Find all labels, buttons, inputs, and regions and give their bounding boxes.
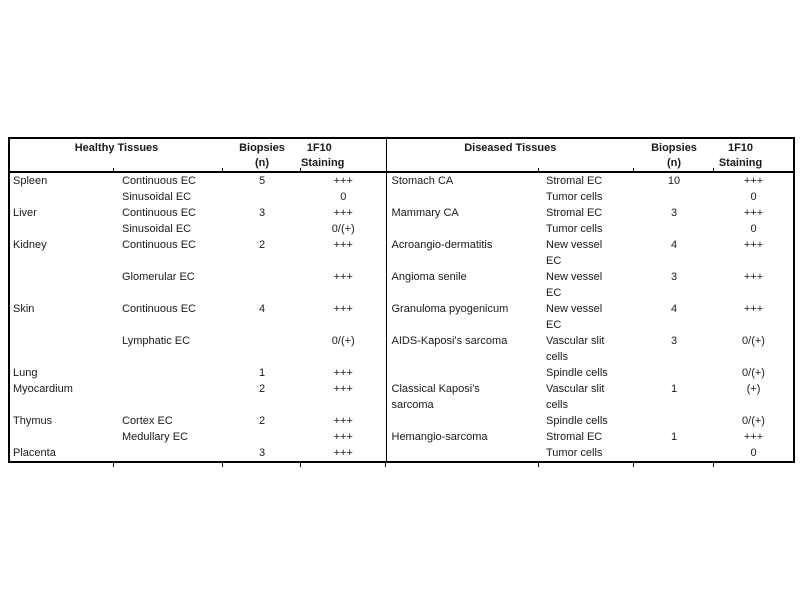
table-row bbox=[9, 445, 794, 462]
cell-diseased-staining: 0 bbox=[750, 191, 757, 203]
cell-diseased-tissue bbox=[386, 365, 539, 381]
cell-diseased-biopsies bbox=[634, 445, 714, 462]
cell-diseased-tissue: sarcoma bbox=[386, 397, 539, 413]
cell-healthy-biopsies: 3 bbox=[258, 207, 266, 219]
cell-diseased-cell-type: Spindle cells bbox=[546, 367, 608, 379]
cell-healthy-biopsies bbox=[223, 429, 301, 445]
cell-diseased-cell-type: cells bbox=[546, 351, 569, 363]
cell-healthy-biopsies bbox=[223, 349, 301, 365]
column-tick bbox=[713, 463, 714, 467]
cell-healthy-cell-type: Continuous EC bbox=[122, 239, 196, 251]
column-tick bbox=[113, 168, 114, 172]
cell-diseased-biopsies: 3 bbox=[670, 271, 678, 283]
cell-diseased-cell-type: Stromal EC bbox=[546, 207, 603, 219]
cell-diseased-cell-type: Spindle cells bbox=[546, 415, 608, 427]
cell-diseased-cell-type: Tumor cells bbox=[546, 223, 603, 235]
cell-diseased-biopsies: 1 bbox=[670, 383, 678, 395]
header-staining-left bbox=[301, 138, 386, 172]
staining-table-region bbox=[8, 137, 795, 463]
cell-diseased-staining: +++ bbox=[743, 431, 764, 443]
cell-healthy-staining bbox=[301, 285, 386, 301]
cell-healthy-cell-type: Continuous EC bbox=[122, 175, 196, 187]
cell-healthy-biopsies: 2 bbox=[258, 415, 266, 427]
cell-healthy-staining: 0/(+) bbox=[331, 335, 355, 347]
cell-healthy-tissue: Myocardium bbox=[13, 383, 73, 395]
cell-healthy-staining: +++ bbox=[333, 207, 353, 219]
cell-diseased-biopsies bbox=[634, 397, 714, 413]
cell-diseased-biopsies bbox=[634, 349, 714, 365]
cell-healthy-cell-type bbox=[114, 445, 223, 462]
cell-diseased-staining: +++ bbox=[743, 303, 764, 315]
column-tick bbox=[385, 463, 386, 467]
cell-healthy-staining: +++ bbox=[333, 175, 353, 187]
cell-healthy-cell-type bbox=[114, 365, 223, 381]
cell-diseased-cell-type: New vessel bbox=[546, 303, 603, 315]
cell-diseased-biopsies bbox=[634, 285, 714, 301]
column-tick bbox=[633, 168, 634, 172]
cell-healthy-staining: +++ bbox=[333, 271, 353, 283]
cell-diseased-staining bbox=[714, 285, 794, 301]
cell-diseased-cell-type: EC bbox=[546, 255, 562, 267]
cell-healthy-cell-type bbox=[114, 397, 223, 413]
table-row bbox=[9, 365, 794, 381]
table-row bbox=[9, 205, 794, 221]
cell-diseased-cell-type: New vessel bbox=[546, 239, 603, 251]
cell-healthy-biopsies: 4 bbox=[258, 303, 266, 315]
cell-diseased-cell-type: New vessel bbox=[546, 271, 603, 283]
header-diseased-tissues: Diseased Tissues bbox=[386, 138, 634, 172]
table-row bbox=[9, 301, 794, 317]
cell-diseased-biopsies: 4 bbox=[670, 303, 678, 315]
cell-diseased-tissue: AIDS-Kaposi's sarcoma bbox=[386, 333, 539, 349]
cell-diseased-tissue bbox=[386, 189, 539, 205]
column-tick bbox=[538, 168, 539, 172]
table-row bbox=[9, 189, 794, 205]
cell-diseased-cell-type: EC bbox=[546, 319, 562, 331]
cell-diseased-staining: (+) bbox=[746, 383, 761, 395]
cell-diseased-tissue: Classical Kaposi's bbox=[386, 381, 539, 397]
column-tick bbox=[633, 463, 634, 467]
cell-diseased-tissue: Acroangio-dermatitis bbox=[386, 237, 539, 253]
cell-diseased-biopsies: 3 bbox=[670, 207, 678, 219]
cell-healthy-biopsies bbox=[223, 269, 301, 285]
cell-diseased-staining: +++ bbox=[743, 271, 764, 283]
cell-healthy-biopsies bbox=[223, 397, 301, 413]
cell-diseased-tissue: Mammary CA bbox=[386, 205, 539, 221]
cell-healthy-cell-type: Glomerular EC bbox=[122, 271, 195, 283]
cell-healthy-tissue: Skin bbox=[13, 303, 35, 315]
cell-healthy-tissue bbox=[9, 221, 114, 237]
cell-diseased-tissue bbox=[386, 221, 539, 237]
cell-healthy-tissue bbox=[9, 253, 114, 269]
cell-diseased-biopsies bbox=[634, 413, 714, 429]
cell-diseased-cell-type: Stromal EC bbox=[546, 431, 603, 443]
cell-diseased-staining: +++ bbox=[743, 239, 764, 251]
cell-diseased-tissue: Stomach CA bbox=[386, 172, 539, 189]
cell-diseased-cell-type: Stromal EC bbox=[546, 175, 603, 187]
cell-diseased-staining: 0/(+) bbox=[742, 415, 765, 427]
header-biopsies-left-line1: Biopsies bbox=[239, 142, 285, 154]
cell-diseased-staining: +++ bbox=[743, 207, 764, 219]
cell-healthy-cell-type: Lymphatic EC bbox=[122, 335, 191, 347]
table-row bbox=[9, 429, 794, 445]
cell-diseased-cell-type: Vascular slit bbox=[546, 335, 605, 347]
cell-diseased-tissue bbox=[386, 349, 539, 365]
cell-diseased-biopsies: 10 bbox=[667, 175, 681, 187]
table-row bbox=[9, 397, 794, 413]
cell-healthy-cell-type: Medullary EC bbox=[122, 431, 189, 443]
column-tick bbox=[113, 463, 114, 467]
cell-healthy-staining: 0/(+) bbox=[331, 223, 355, 235]
table-row bbox=[9, 253, 794, 269]
cell-diseased-staining: 0/(+) bbox=[742, 367, 765, 379]
cell-healthy-staining bbox=[301, 397, 386, 413]
cell-diseased-tissue: Angioma senile bbox=[386, 269, 539, 285]
cell-diseased-cell-type: Tumor cells bbox=[546, 447, 603, 459]
cell-healthy-biopsies bbox=[223, 253, 301, 269]
cell-healthy-biopsies bbox=[223, 317, 301, 333]
cell-healthy-cell-type bbox=[114, 381, 223, 397]
table-row bbox=[9, 269, 794, 285]
cell-healthy-staining bbox=[301, 253, 386, 269]
cell-healthy-cell-type: Cortex EC bbox=[122, 415, 173, 427]
table-row bbox=[9, 237, 794, 253]
cell-diseased-staining: +++ bbox=[743, 175, 764, 187]
staining-table bbox=[8, 137, 795, 463]
table-row bbox=[9, 333, 794, 349]
cell-healthy-tissue bbox=[9, 285, 114, 301]
cell-healthy-cell-type: Continuous EC bbox=[122, 207, 196, 219]
cell-diseased-staining bbox=[714, 397, 794, 413]
cell-healthy-tissue bbox=[9, 397, 114, 413]
cell-diseased-cell-type: Tumor cells bbox=[546, 191, 603, 203]
table-row bbox=[9, 317, 794, 333]
cell-healthy-staining bbox=[301, 317, 386, 333]
cell-healthy-cell-type bbox=[114, 317, 223, 333]
cell-healthy-tissue bbox=[9, 189, 114, 205]
header-staining-left-line1: 1F10 bbox=[306, 142, 332, 154]
cell-diseased-tissue bbox=[386, 445, 539, 462]
cell-healthy-tissue bbox=[9, 429, 114, 445]
column-tick bbox=[222, 168, 223, 172]
cell-diseased-cell-type: EC bbox=[546, 287, 562, 299]
header-healthy-tissues: Healthy Tissues bbox=[9, 138, 223, 172]
cell-diseased-biopsies bbox=[634, 365, 714, 381]
cell-healthy-tissue: Lung bbox=[13, 367, 38, 379]
cell-diseased-cell-type: Vascular slit bbox=[546, 383, 605, 395]
header-biopsies-left bbox=[223, 138, 301, 172]
table-row bbox=[9, 172, 794, 189]
column-tick bbox=[300, 463, 301, 467]
table-row bbox=[9, 349, 794, 365]
cell-healthy-tissue bbox=[9, 269, 114, 285]
cell-healthy-tissue bbox=[9, 317, 114, 333]
cell-healthy-cell-type: Sinusoidal EC bbox=[122, 191, 192, 203]
header-row bbox=[9, 138, 794, 172]
column-tick bbox=[222, 463, 223, 467]
cell-diseased-tissue: Granuloma pyogenicum bbox=[386, 301, 539, 317]
cell-healthy-tissue: Spleen bbox=[13, 175, 48, 187]
table-row bbox=[9, 285, 794, 301]
cell-diseased-biopsies: 3 bbox=[670, 335, 678, 347]
cell-healthy-staining: +++ bbox=[333, 239, 353, 251]
column-tick bbox=[300, 168, 301, 172]
cell-diseased-tissue bbox=[386, 317, 539, 333]
cell-healthy-staining: +++ bbox=[333, 367, 353, 379]
cell-healthy-biopsies: 5 bbox=[258, 175, 266, 187]
cell-healthy-cell-type: Continuous EC bbox=[122, 303, 196, 315]
cell-diseased-staining: 0 bbox=[750, 223, 757, 235]
cell-healthy-staining: 0 bbox=[340, 191, 347, 203]
cell-healthy-tissue: Thymus bbox=[13, 415, 53, 427]
cell-diseased-staining bbox=[714, 253, 794, 269]
cell-healthy-tissue: Kidney bbox=[13, 239, 47, 251]
header-biopsies-left-line2: (n) bbox=[254, 157, 270, 169]
cell-healthy-cell-type bbox=[114, 349, 223, 365]
column-tick bbox=[538, 463, 539, 467]
cell-diseased-biopsies bbox=[634, 189, 714, 205]
cell-healthy-staining bbox=[301, 349, 386, 365]
cell-diseased-tissue bbox=[386, 253, 539, 269]
table-body bbox=[9, 172, 794, 462]
table-row bbox=[9, 381, 794, 397]
table-row bbox=[9, 221, 794, 237]
cell-healthy-biopsies bbox=[223, 285, 301, 301]
cell-healthy-tissue: Placenta bbox=[13, 447, 56, 459]
cell-healthy-staining: +++ bbox=[333, 415, 353, 427]
cell-diseased-biopsies: 4 bbox=[670, 239, 678, 251]
header-biopsies-right-line1: Biopsies bbox=[651, 142, 697, 154]
cell-diseased-tissue: Hemangio-sarcoma bbox=[386, 429, 539, 445]
cell-healthy-staining: +++ bbox=[333, 447, 353, 459]
cell-healthy-cell-type: Sinusoidal EC bbox=[122, 223, 192, 235]
cell-healthy-biopsies: 1 bbox=[258, 367, 266, 379]
header-biopsies-right-line2: (n) bbox=[666, 157, 682, 169]
cell-healthy-staining: +++ bbox=[333, 431, 353, 443]
table-row bbox=[9, 413, 794, 429]
cell-diseased-staining: 0 bbox=[750, 447, 757, 459]
cell-diseased-staining bbox=[714, 349, 794, 365]
cell-healthy-biopsies bbox=[223, 189, 301, 205]
cell-diseased-tissue bbox=[386, 413, 539, 429]
header-biopsies-right bbox=[634, 138, 714, 172]
header-staining-right-line1: 1F10 bbox=[727, 142, 754, 154]
cell-healthy-cell-type bbox=[114, 253, 223, 269]
cell-healthy-biopsies bbox=[223, 333, 301, 349]
cell-diseased-biopsies: 1 bbox=[670, 431, 678, 443]
cell-healthy-cell-type bbox=[114, 285, 223, 301]
cell-healthy-staining: +++ bbox=[333, 303, 353, 315]
column-tick bbox=[713, 168, 714, 172]
header-staining-right-line2: Staining bbox=[718, 157, 763, 169]
cell-healthy-biopsies bbox=[223, 221, 301, 237]
cell-healthy-tissue bbox=[9, 333, 114, 349]
header-staining-left-line2: Staining bbox=[301, 157, 345, 169]
cell-diseased-biopsies bbox=[634, 221, 714, 237]
cell-diseased-tissue bbox=[386, 285, 539, 301]
cell-diseased-biopsies bbox=[634, 253, 714, 269]
cell-diseased-staining: 0/(+) bbox=[742, 335, 765, 347]
cell-healthy-biopsies: 2 bbox=[258, 239, 266, 251]
cell-healthy-tissue: Liver bbox=[13, 207, 37, 219]
header-staining-right bbox=[714, 138, 794, 172]
cell-healthy-staining: +++ bbox=[333, 383, 353, 395]
cell-diseased-staining bbox=[714, 317, 794, 333]
cell-diseased-cell-type: cells bbox=[546, 399, 569, 411]
cell-healthy-biopsies: 3 bbox=[258, 447, 266, 459]
cell-diseased-biopsies bbox=[634, 317, 714, 333]
cell-healthy-tissue bbox=[9, 349, 114, 365]
cell-healthy-biopsies: 2 bbox=[258, 383, 266, 395]
